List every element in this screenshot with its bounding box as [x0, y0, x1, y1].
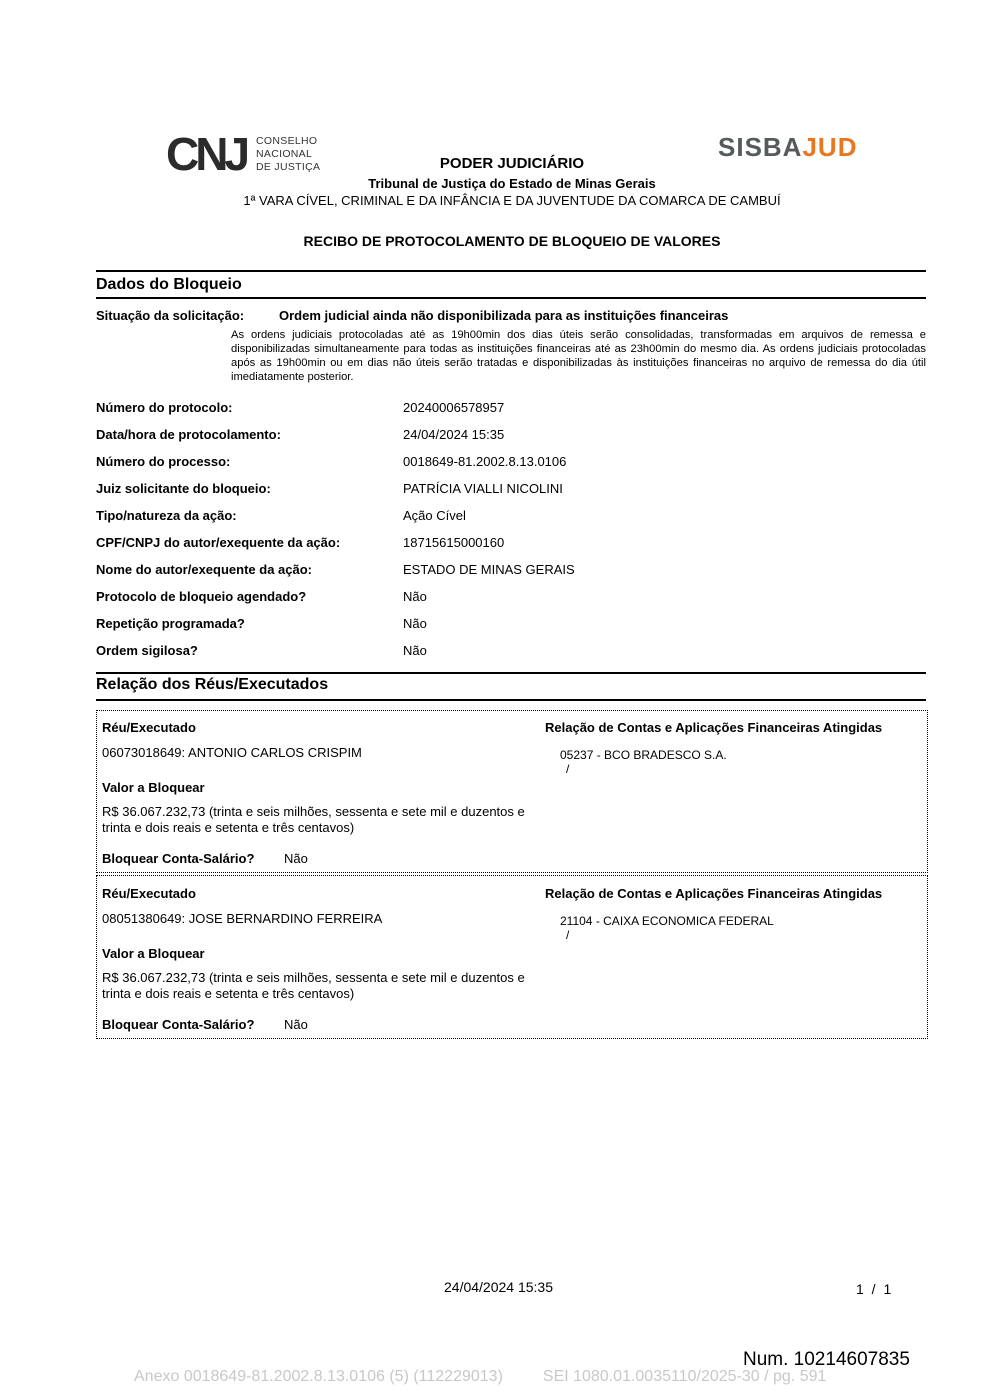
field-label: Ordem sigilosa?	[96, 643, 198, 658]
field-value: 0018649-81.2002.8.13.0106	[403, 454, 567, 469]
reu-card	[96, 875, 928, 1039]
situacao-value: Ordem judicial ainda não disponibilizada para as instituições financeiras	[279, 308, 729, 323]
reu-card	[96, 710, 928, 873]
valor-label: Valor a Bloquear	[102, 780, 205, 795]
vara-name: 1ª VARA CÍVEL, CRIMINAL E DA INFÂNCIA E DA JUVENTUDE DA COMARCA DE CAMBUÍ	[243, 193, 781, 208]
contas-label: Relação de Contas e Aplicações Financeiras Atingidas	[545, 886, 883, 901]
cnj-line-2: NACIONAL	[256, 147, 313, 160]
section-title-reus: Relação dos Réus/Executados	[96, 676, 329, 693]
sisbajud-logo-part2: JUD	[802, 132, 858, 162]
contas-label: Relação de Contas e Aplicações Financeiras Atingidas	[545, 720, 883, 735]
document-number: Num. 10214607835	[743, 1349, 910, 1370]
field-value: ESTADO DE MINAS GERAIS	[403, 562, 575, 577]
section-rule-bottom	[96, 699, 926, 701]
field-label: CPF/CNPJ do autor/exequente da ação:	[96, 535, 341, 550]
field-value: 18715615000160	[403, 535, 505, 550]
section-title-bloqueio: Dados do Bloqueio	[96, 276, 242, 293]
field-value: Ação Cível	[403, 508, 466, 523]
conta-bank: 05237 - BCO BRADESCO S.A.	[560, 748, 727, 762]
footer-page-number: 1 / 1	[856, 1281, 892, 1297]
field-label: Data/hora de protocolamento:	[96, 427, 281, 442]
sei-reference: SEI 1080.01.0035110/2025-30 / pg. 591	[542, 1368, 827, 1385]
field-value: 24/04/2024 15:35	[403, 427, 505, 442]
salario-label: Bloquear Conta-Salário?	[102, 1017, 255, 1032]
valor-value: R$ 36.067.232,73 (trinta e seis milhões, sessenta e sete mil e duzentos e trinta e dois reais e setenta e três centavos)	[102, 804, 525, 835]
field-label: Protocolo de bloqueio agendado?	[96, 589, 307, 604]
conta-bank: 21104 - CAIXA ECONOMICA FEDERAL	[560, 914, 774, 928]
field-value: Não	[403, 616, 427, 631]
situacao-note: As ordens judiciais protocoladas até as 19h00min dos dias úteis serão consolidadas, transformadas em arquivos de remessa e disponibilizadas simultaneamente para todas as instituições financeiras até as 23h00min do mesmo dia. As ordens judiciais protocoladas após as 19h00min ou em dias não úteis serão tratadas e disponibilizadas às instituições financeiras no arquivo de remessa do dia útil imediatamente posterior.	[231, 329, 926, 383]
field-value: Não	[403, 643, 427, 658]
receipt-title: RECIBO DE PROTOCOLAMENTO DE BLOQUEIO DE VALORES	[303, 233, 721, 249]
field-label: Tipo/natureza da ação:	[96, 508, 237, 523]
cnj-line-1: CONSELHO	[256, 134, 318, 147]
sisbajud-logo-part1: SISBA	[718, 132, 803, 162]
field-label: Juiz solicitante do bloqueio:	[96, 481, 271, 496]
field-label: Nome do autor/exequente da ação:	[96, 562, 312, 577]
annex-stamp	[134, 1368, 826, 1386]
salario-label: Bloquear Conta-Salário?	[102, 851, 255, 866]
court-name: Tribunal de Justiça do Estado de Minas Gerais	[368, 176, 656, 191]
conta-separator: /	[566, 928, 570, 942]
field-label: Número do processo:	[96, 454, 231, 469]
cnj-line-3: DE JUSTIÇA	[256, 160, 321, 173]
field-value: 20240006578957	[403, 400, 505, 415]
salario-value: Não	[284, 851, 308, 866]
field-value: PATRÍCIA VIALLI NICOLINI	[403, 481, 563, 496]
reu-label: Réu/Executado	[102, 720, 196, 735]
valor-label: Valor a Bloquear	[102, 946, 205, 961]
conta-separator: /	[566, 762, 570, 776]
situacao-label: Situação da solicitação:	[96, 308, 245, 323]
cnj-logo-letters: CNJ	[166, 128, 247, 180]
page-title: PODER JUDICIÁRIO	[439, 155, 585, 172]
salario-value: Não	[284, 1017, 308, 1032]
section-rule-top	[96, 672, 926, 674]
section-rule-bottom	[96, 297, 926, 299]
section-rule-top	[96, 270, 926, 272]
field-label: Número do protocolo:	[96, 400, 233, 415]
valor-value: R$ 36.067.232,73 (trinta e seis milhões, sessenta e sete mil e duzentos e trinta e dois reais e setenta e três centavos)	[102, 970, 525, 1001]
field-value: Não	[403, 589, 427, 604]
annex-reference: Anexo 0018649-81.2002.8.13.0106 (5) (112229013)	[134, 1368, 503, 1385]
reu-name: 08051380649: JOSE BERNARDINO FERREIRA	[102, 911, 383, 926]
footer-date: 24/04/2024 15:35	[444, 1279, 553, 1295]
reu-label: Réu/Executado	[102, 886, 196, 901]
field-label: Repetição programada?	[96, 616, 245, 631]
reu-name: 06073018649: ANTONIO CARLOS CRISPIM	[102, 745, 362, 760]
